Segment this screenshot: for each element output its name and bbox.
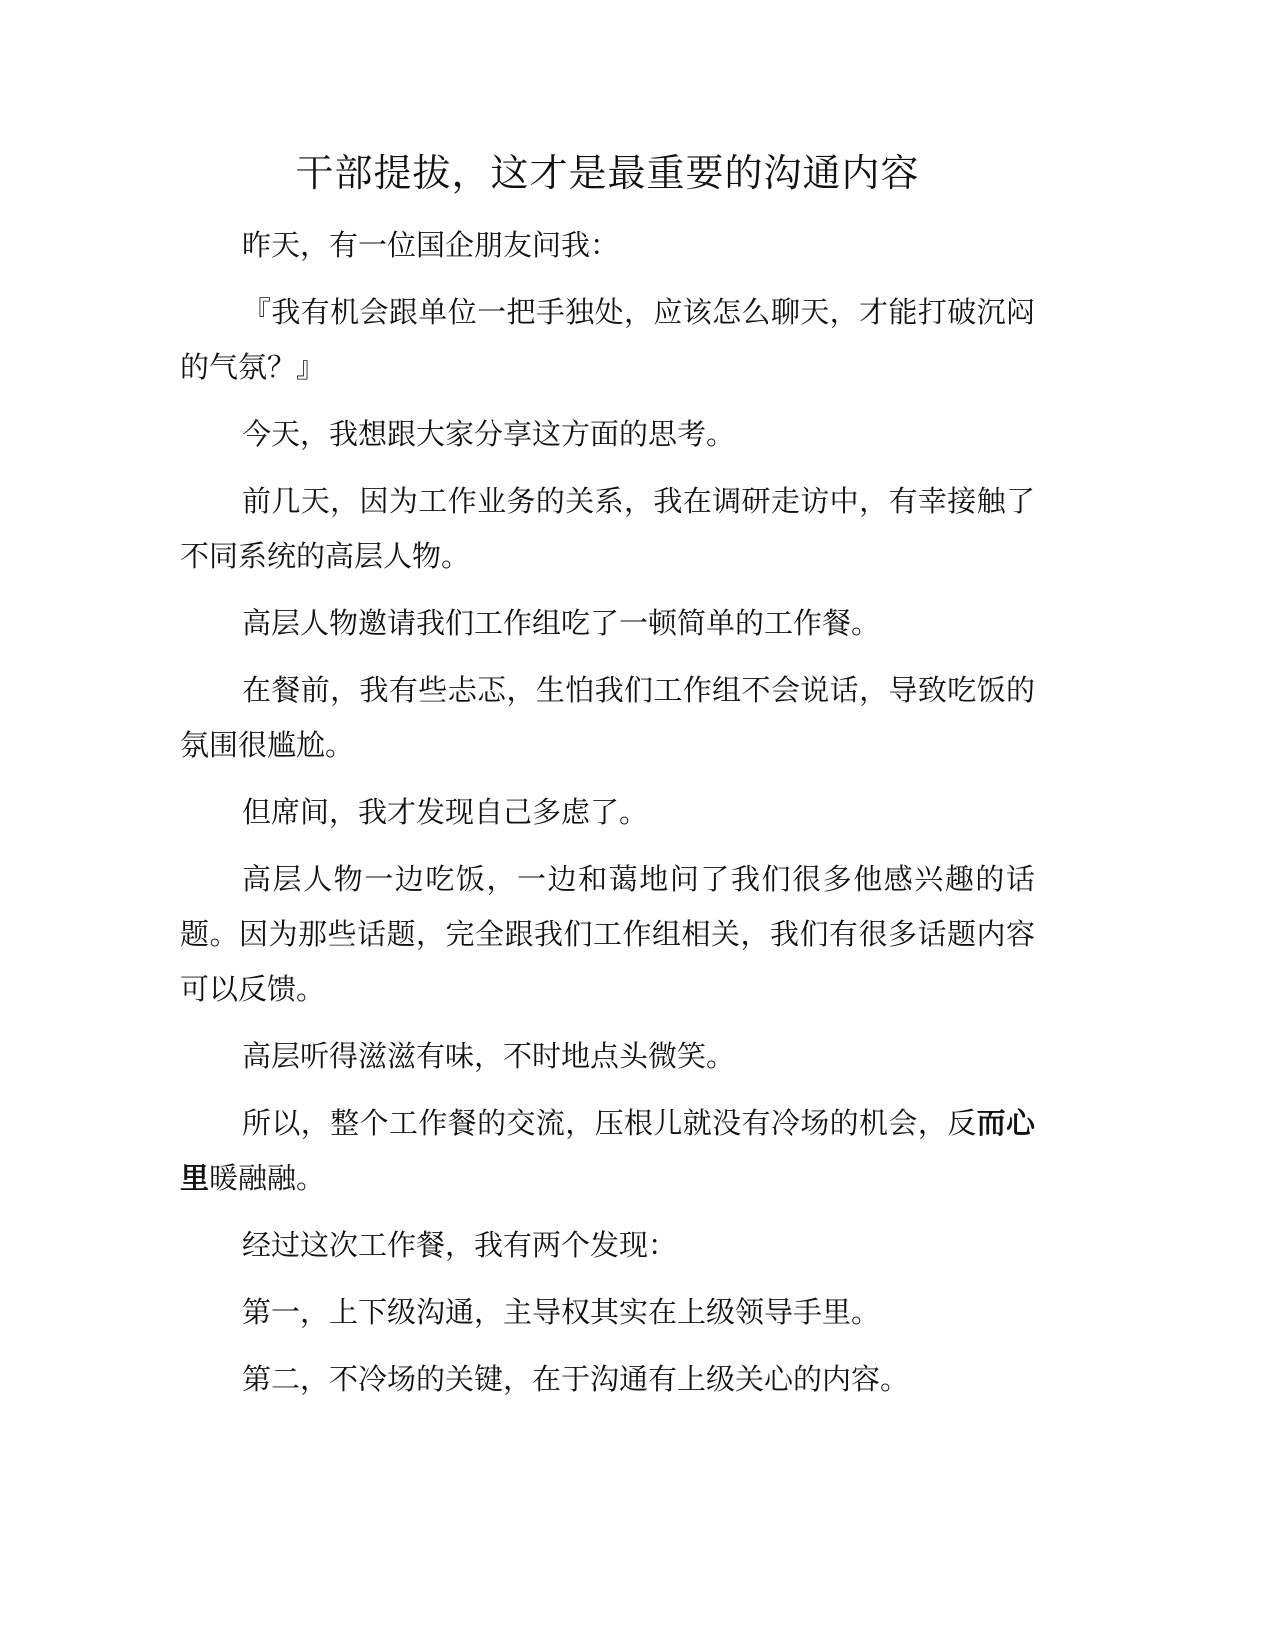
paragraph-2: 『我有机会跟单位一把手独处，应该怎么聊天，才能打破沉闷的气氛？』	[180, 295, 1035, 384]
paragraph-12: 第一，上下级沟通，主导权其实在上级领导手里。	[242, 1295, 881, 1329]
paragraph-10-bold-run: 而心里	[180, 1106, 1035, 1195]
paragraph-5: 高层人物邀请我们工作组吃了一顿简单的工作餐。	[242, 606, 881, 640]
paragraph-10	[180, 1096, 1035, 1206]
paragraph-10-main: 所以，整个工作餐的交流，压根儿就没有冷场的机会，反	[242, 1106, 977, 1140]
document-title: 干部提拔，这才是最重要的沟通内容	[295, 151, 920, 195]
paragraph-10-tail: 暖融融。	[209, 1161, 326, 1195]
paragraph-7: 但席间，我才发现自己多虑了。	[242, 795, 649, 829]
paragraph-6: 在餐前，我有些忐忑，生怕我们工作组不会说话，导致吃饭的氛围很尴尬。	[180, 673, 1035, 762]
paragraph-1: 昨天，有一位国企朋友问我：	[242, 228, 620, 262]
paragraph-9: 高层听得滋滋有味，不时地点头微笑。	[242, 1039, 736, 1073]
paragraph-4: 前几天，因为工作业务的关系，我在调研走访中，有幸接触了不同系统的高层人物。	[180, 484, 1035, 573]
paragraph-3: 今天，我想跟大家分享这方面的思考。	[242, 417, 736, 451]
paragraph-11: 经过这次工作餐，我有两个发现：	[242, 1228, 678, 1262]
paragraph-8: 高层人物一边吃饭，一边和蔼地问了我们很多他感兴趣的话题。因为那些话题，完全跟我们工作组相关，我们有很多话题内容可以反馈。	[180, 862, 1035, 1006]
document-body	[180, 218, 1035, 1419]
paragraph-13: 第二，不冷场的关键，在于沟通有上级关心的内容。	[242, 1362, 910, 1396]
